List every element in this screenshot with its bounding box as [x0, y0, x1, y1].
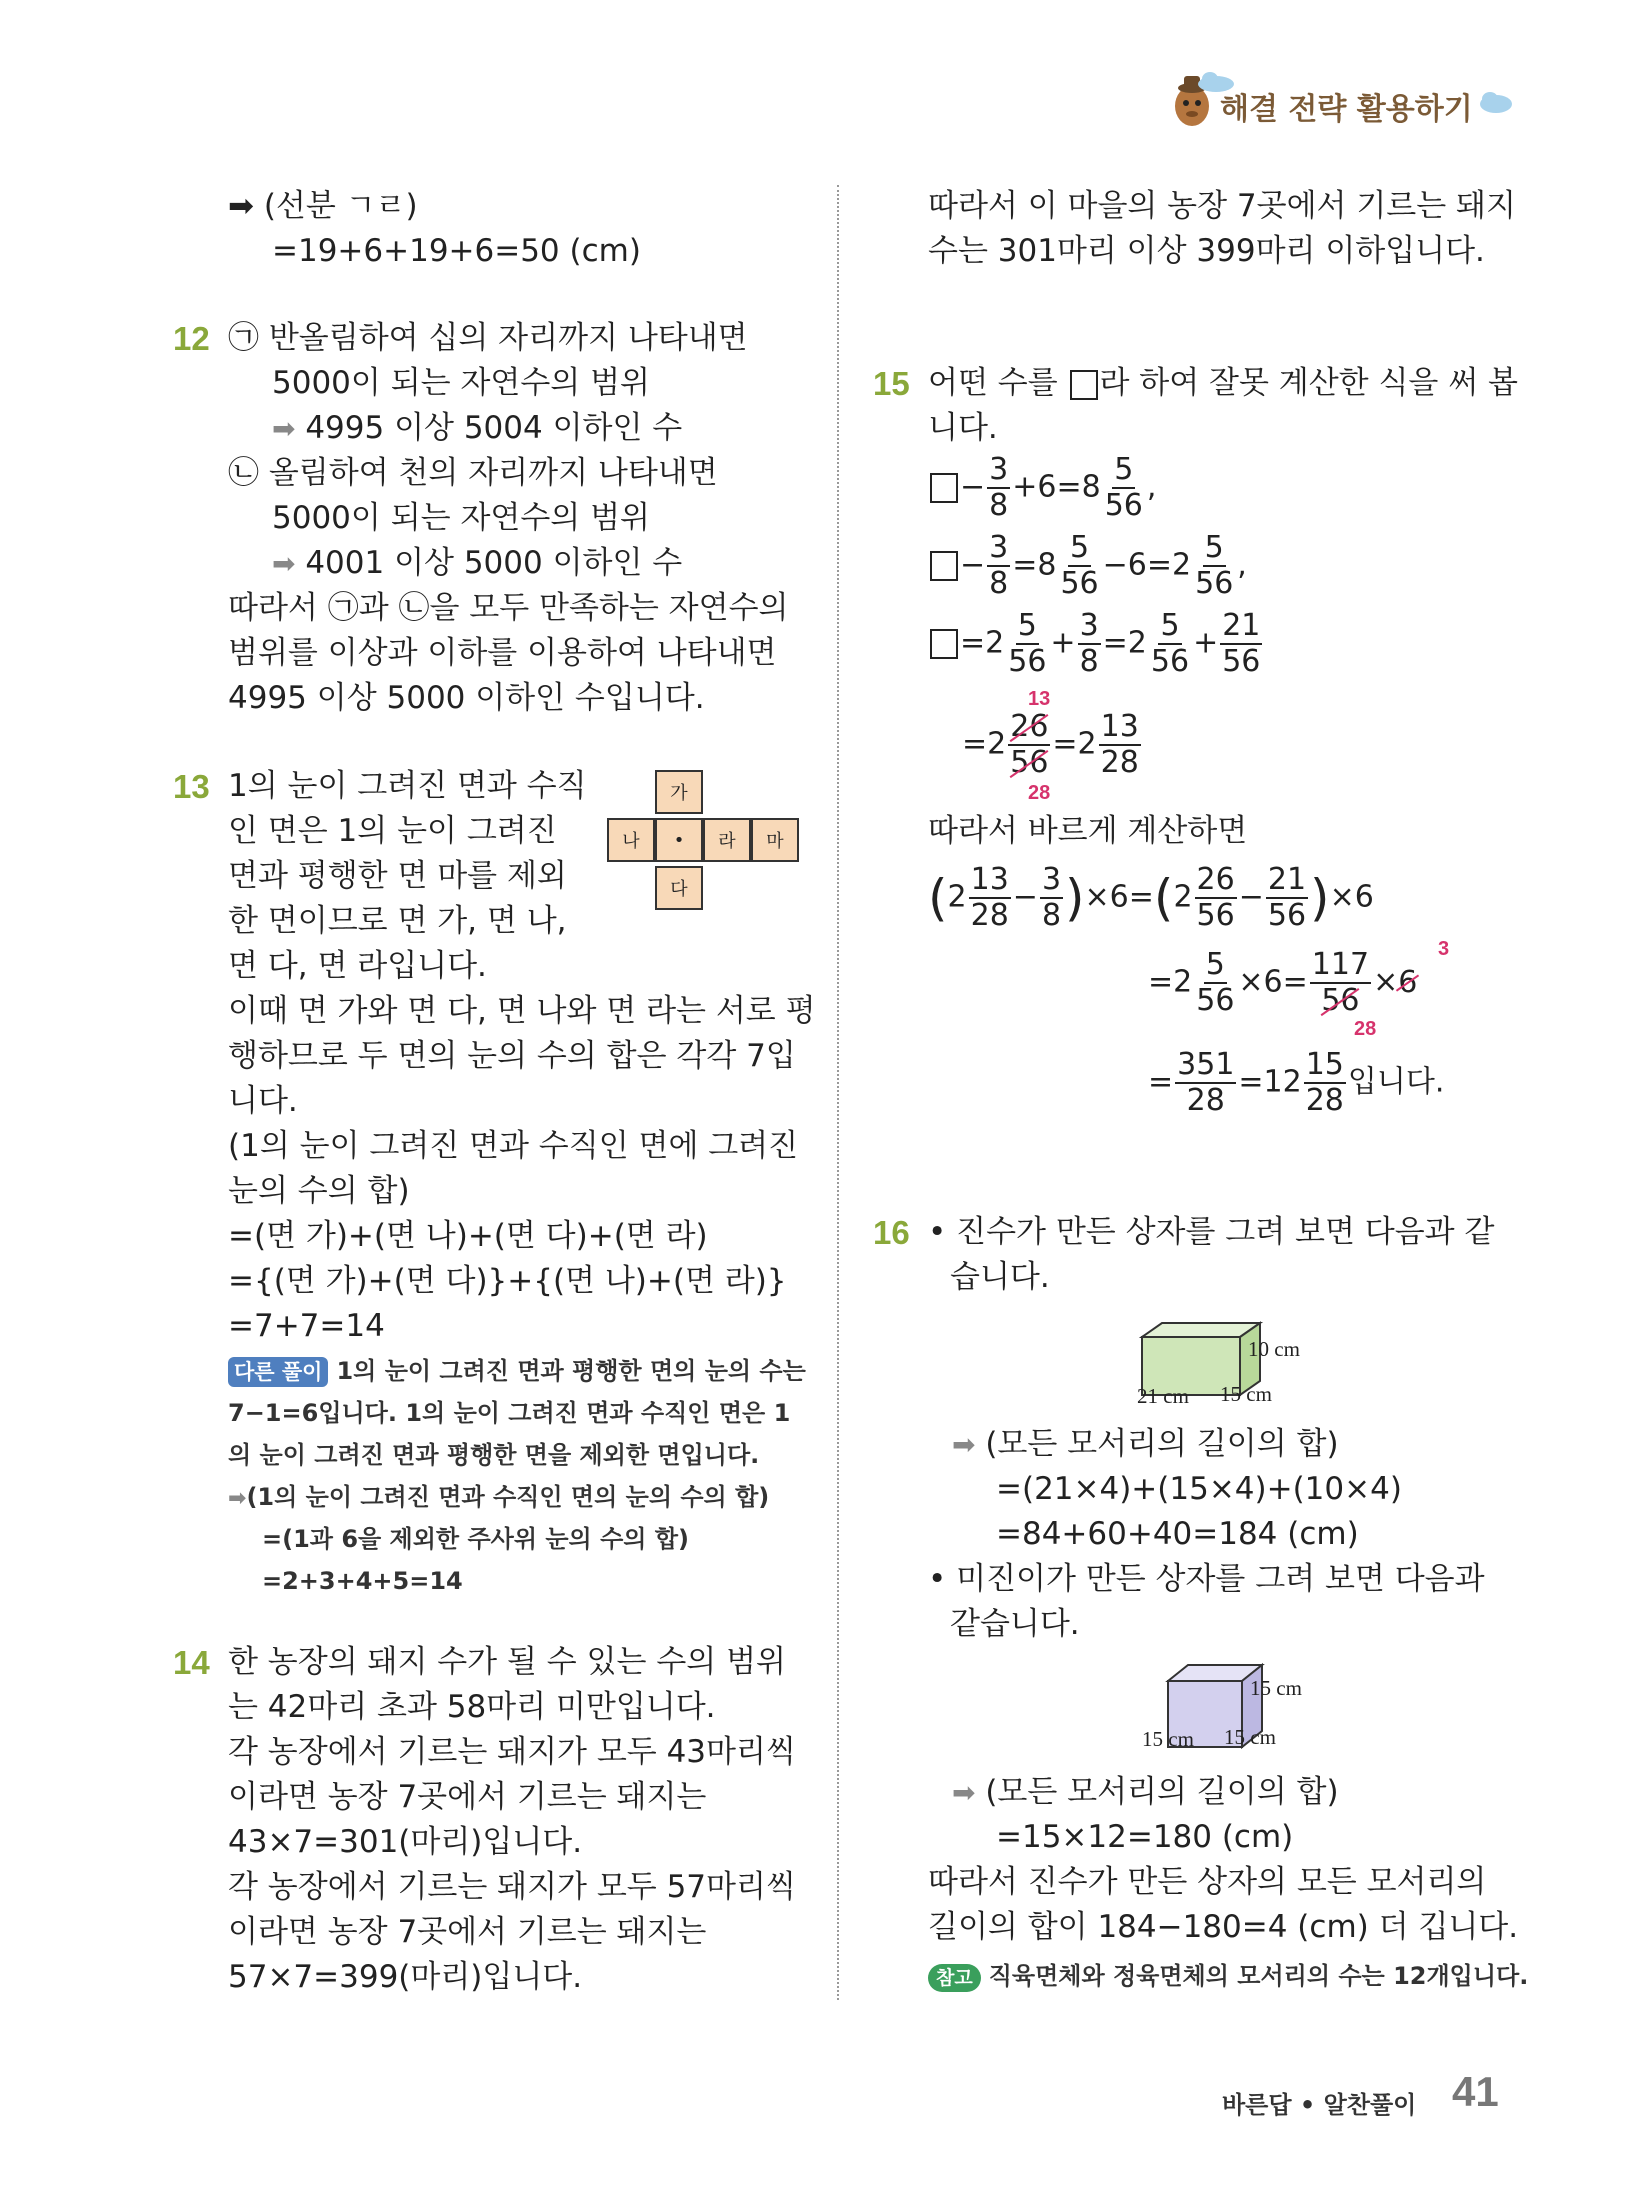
alt-solution-line: =2+3+4+5=14 [262, 1567, 463, 1595]
equation-line: − $\frac{3}{8}$ =8 $\frac{5}{56}$ −6=2 $\frac{5}{56}$ , [928, 533, 1247, 599]
blank-box-icon [930, 629, 958, 659]
column-divider [837, 185, 839, 2000]
net-face-ma: 마 [751, 818, 799, 862]
text-line: (1의 눈이 그려진 면과 수직인 면에 그려진 [228, 1128, 799, 1164]
arrow-icon: ➡ [952, 1776, 976, 1809]
text-line: 면과 평행한 면 마를 제외 [228, 858, 567, 894]
note-tag: 참고 [928, 1964, 981, 1992]
text-line: 인 면은 1의 눈이 그려진 [228, 813, 557, 849]
cancel-note: 28 [1028, 782, 1051, 804]
text-line: =(면 가)+(면 나)+(면 다)+(면 라) [228, 1218, 708, 1254]
text-line: ㉡ 올림하여 천의 자리까지 나타내면 [228, 455, 718, 491]
text-line: 이라면 농장 7곳에서 기르는 돼지는 [228, 1779, 707, 1815]
text-line: 행하므로 두 면의 눈의 수의 합은 각각 7입 [228, 1038, 796, 1074]
blank-box-icon [930, 551, 958, 581]
text-line: 5000이 되는 자연수의 범위 [272, 500, 650, 536]
problem-number: 15 [873, 365, 910, 402]
cloud-icon [1478, 88, 1514, 114]
alt-solution-line: =(1과 6을 제외한 주사위 눈의 수의 합) [262, 1525, 689, 1553]
page-number: 41 [1452, 2068, 1499, 2115]
text-line: 이때 면 가와 면 다, 면 나와 면 라는 서로 평 [228, 993, 816, 1029]
text-line: =19+6+19+6=50 (cm) [272, 233, 641, 269]
net-face-ga: 가 [655, 770, 703, 814]
problem-number: 12 [173, 320, 210, 357]
arrow-icon: ➡ [952, 1428, 976, 1461]
text-line: 따라서 진수가 만든 상자의 모든 모서리의 [928, 1864, 1487, 1900]
text-line: 니다. [928, 410, 998, 446]
equation-line: =2 $\frac{5}{56}$ + $\frac{3}{8}$ =2 $\frac{5}{56}$ + $\frac{21}{56}$ [928, 611, 1264, 677]
text-line: 길이의 합이 184−180=4 (cm) 더 깁니다. [928, 1909, 1519, 1945]
text-line: 니다. [228, 1083, 298, 1119]
problem-number: 14 [173, 1644, 210, 1681]
text-line: 이라면 농장 7곳에서 기르는 돼지는 [228, 1914, 707, 1950]
equation-line: (2 $\frac{13}{28}$ − $\frac{3}{8}$ )×6=(2 $\frac{26}{56}$ − $\frac{21}{56}$ )×6 [928, 862, 1374, 933]
equation-line: − $\frac{3}{8}$ +6=8 $\frac{5}{56}$ , [928, 455, 1156, 521]
text-line: =(21×4)+(15×4)+(10×4) [996, 1471, 1402, 1507]
text-line: ➡ 4995 이상 5004 이하인 수 [272, 410, 683, 446]
text-line: =15×12=180 (cm) [996, 1819, 1294, 1855]
text-line: 어떤 수를 라 하여 잘못 계산한 식을 써 봅 [928, 365, 1518, 401]
problem-number: 16 [873, 1214, 910, 1251]
equation-line: = $\frac{351}{28}$ =12 $\frac{15}{28}$ 입니다. [1148, 1047, 1445, 1118]
alt-solution-line: 7−1=6입니다. 1의 눈이 그려진 면과 수직인 면은 1 [228, 1399, 791, 1427]
cancel-note: 28 [1354, 1018, 1377, 1040]
text-line: 범위를 이상과 이하를 이용하여 나타내면 [228, 635, 777, 671]
text-line: =7+7=14 [228, 1308, 385, 1344]
text-line: 습니다. [950, 1259, 1050, 1295]
text-line: ={(면 가)+(면 다)}+{(면 나)+(면 라)} [228, 1263, 787, 1299]
arrow-icon: ➡ [228, 1486, 247, 1511]
text-line: 각 농장에서 기르는 돼지가 모두 43마리씩 [228, 1734, 796, 1770]
text-line: ➡ (선분 ㄱㄹ) [228, 188, 418, 224]
text-line: 한 농장의 돼지 수가 될 수 있는 수의 범위 [228, 1644, 786, 1680]
text-line: • 진수가 만든 상자를 그려 보면 다음과 같 [928, 1214, 1495, 1250]
alt-solution-line: 다른 풀이 1의 눈이 그려진 면과 평행한 면의 눈의 수는 [228, 1350, 806, 1392]
text-line: 각 농장에서 기르는 돼지가 모두 57마리씩 [228, 1869, 796, 1905]
net-face-one: • [655, 818, 703, 862]
text-line: ➡ 4001 이상 5000 이하인 수 [272, 545, 683, 581]
text-line: 5000이 되는 자연수의 범위 [272, 365, 650, 401]
text-line: ㉠ 반올림하여 십의 자리까지 나타내면 [228, 320, 748, 356]
dimension-label: 10 cm [1248, 1337, 1300, 1361]
text-line: 따라서 이 마을의 농장 7곳에서 기르는 돼지 [928, 188, 1516, 224]
cancel-note: 3 [1438, 938, 1450, 960]
alt-solution-line: 의 눈이 그려진 면과 평행한 면을 제외한 면입니다. [228, 1441, 760, 1469]
text-line: ➡ (모든 모서리의 길이의 합) [952, 1426, 1339, 1462]
header-title: 해결 전략 활용하기 [1220, 92, 1473, 127]
arrow-icon: ➡ [272, 412, 296, 445]
text-line: • 미진이가 만든 상자를 그려 보면 다음과 [928, 1561, 1485, 1597]
text-line: 한 면이므로 면 가, 면 나, [228, 903, 567, 939]
dimension-label: 15 cm [1250, 1676, 1302, 1700]
text-line: 같습니다. [950, 1606, 1080, 1642]
net-face-na: 나 [607, 818, 655, 862]
header-badge [1160, 70, 1520, 132]
text-line: 면 다, 면 라입니다. [228, 948, 487, 984]
alt-solution-line: ➡(1의 눈이 그려진 면과 수직인 면의 눈의 수의 합) [228, 1483, 770, 1511]
dimension-label: 15 cm [1220, 1382, 1272, 1406]
blank-box-icon [930, 473, 958, 503]
text-line: =84+60+40=184 (cm) [996, 1516, 1359, 1552]
text-line: 눈의 수의 합) [228, 1173, 410, 1209]
text-line: 43×7=301(마리)입니다. [228, 1824, 583, 1860]
cancel-note: 13 [1028, 688, 1051, 710]
equation-line: =2 $\frac{5}{56}$ ×6= $\frac{117}{56}$ ×6 [1148, 947, 1418, 1018]
text-line: 수는 301마리 이상 399마리 이하입니다. [928, 233, 1485, 269]
alt-solution-tag: 다른 풀이 [228, 1357, 328, 1387]
text-line: 따라서 ㉠과 ㉡을 모두 만족하는 자연수의 [228, 590, 789, 626]
dimension-label: 21 cm [1137, 1384, 1189, 1408]
dimension-label: 15 cm [1224, 1725, 1276, 1749]
text-line: 따라서 바르게 계산하면 [928, 813, 1248, 849]
net-face-da: 다 [655, 866, 703, 910]
text-line: 4995 이상 5000 이하인 수입니다. [228, 680, 705, 716]
arrow-icon: ➡ [272, 547, 296, 580]
footer-label: 바른답 • 알찬풀이 [1222, 2091, 1417, 2119]
problem-number: 13 [173, 768, 210, 805]
equation-line: =2 $\frac{26}{56}$ =2 $\frac{13}{28}$ [962, 709, 1139, 780]
text-line: ➡ (모든 모서리의 길이의 합) [952, 1774, 1339, 1810]
text-line: 1의 눈이 그려진 면과 수직 [228, 768, 587, 804]
blank-box-icon [1070, 370, 1098, 400]
text-line: 57×7=399(마리)입니다. [228, 1959, 583, 1995]
net-face-ra: 라 [703, 818, 751, 862]
note-line: 참고 직육면체와 정육면체의 모서리의 수는 12개입니다. [928, 1955, 1528, 1997]
dimension-label: 15 cm [1142, 1727, 1194, 1751]
text-line: 는 42마리 초과 58마리 미만입니다. [228, 1689, 716, 1725]
